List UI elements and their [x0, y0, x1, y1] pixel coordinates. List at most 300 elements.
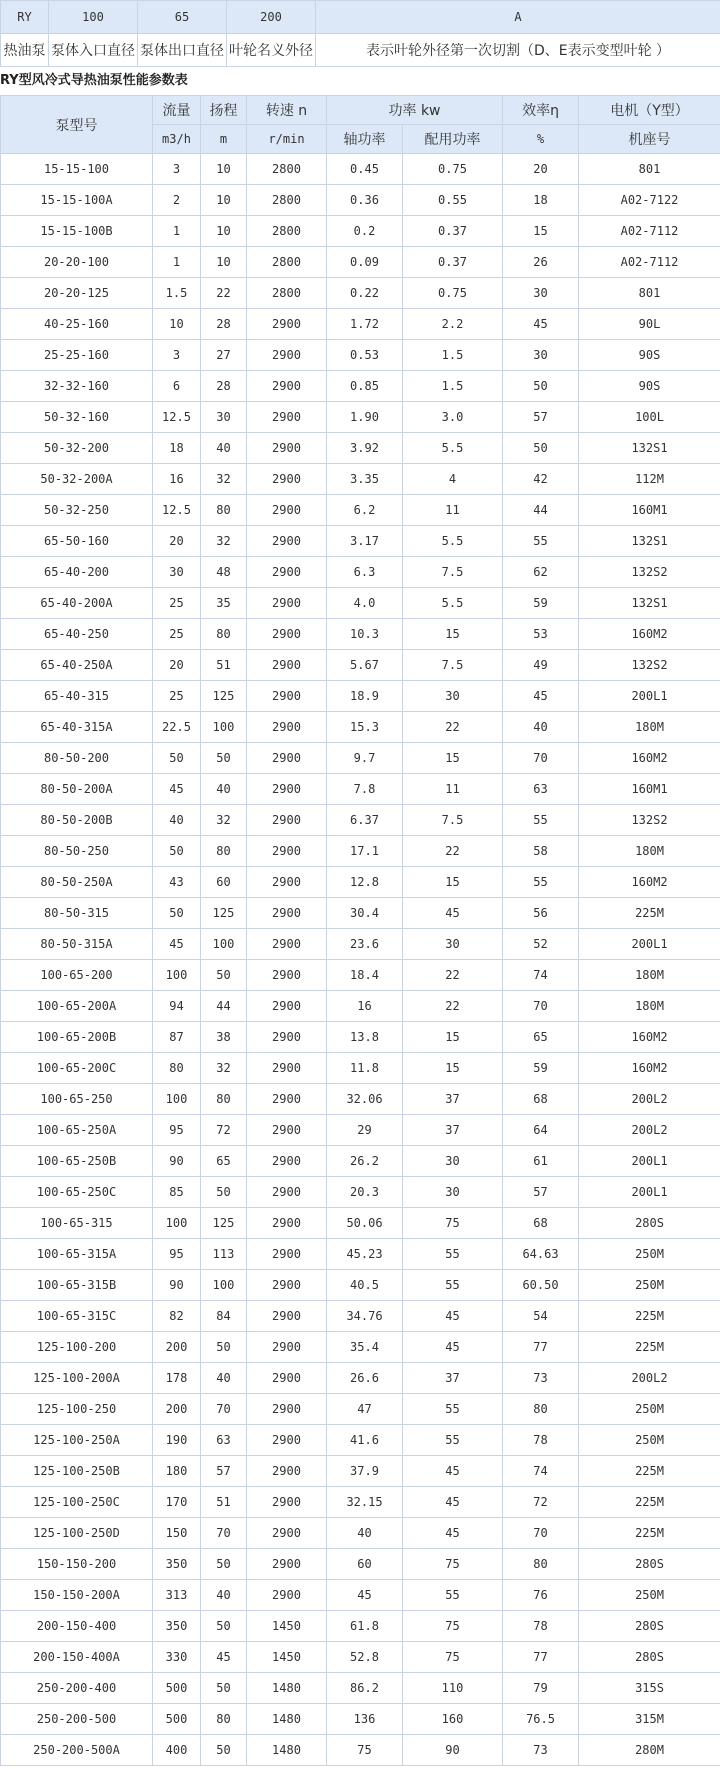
efficiency-cell: 52: [503, 929, 579, 960]
motor-frame-cell: 225M: [579, 1301, 720, 1332]
table-row: [1, 433, 720, 464]
rated-power-cell: 0.75: [403, 154, 503, 185]
shaft-power-cell: 0.22: [327, 278, 403, 309]
efficiency-cell: 59: [503, 1053, 579, 1084]
motor-frame-cell: A02-7122: [579, 185, 720, 216]
pump-model-cell: 15-15-100: [1, 154, 153, 185]
speed-cell: 2900: [247, 867, 327, 898]
shaft-power-cell: 7.8: [327, 774, 403, 805]
pump-model-cell: 100-65-250C: [1, 1177, 153, 1208]
rated-power-cell: 110: [403, 1673, 503, 1704]
table-row: [1, 1704, 720, 1735]
rated-power-cell: 75: [403, 1208, 503, 1239]
header-power: 功率 kw: [327, 96, 503, 125]
speed-cell: 2900: [247, 588, 327, 619]
head-cell: 50: [201, 1332, 247, 1363]
speed-cell: 2800: [247, 216, 327, 247]
head-cell: 50: [201, 743, 247, 774]
table-row: [1, 1332, 720, 1363]
rated-power-cell: 15: [403, 1053, 503, 1084]
rated-power-cell: 4: [403, 464, 503, 495]
head-cell: 50: [201, 1549, 247, 1580]
efficiency-cell: 76: [503, 1580, 579, 1611]
efficiency-cell: 45: [503, 681, 579, 712]
speed-cell: 2900: [247, 1549, 327, 1580]
pump-model-cell: 80-50-200B: [1, 805, 153, 836]
flow-cell: 313: [153, 1580, 201, 1611]
head-cell: 113: [201, 1239, 247, 1270]
flow-cell: 25: [153, 619, 201, 650]
pump-model-cell: 15-15-100B: [1, 216, 153, 247]
shaft-power-cell: 18.9: [327, 681, 403, 712]
motor-frame-cell: 280S: [579, 1642, 720, 1673]
header-efficiency: 效率η: [503, 96, 579, 125]
header-flow: 流量: [153, 96, 201, 125]
motor-frame-cell: 90S: [579, 340, 720, 371]
flow-cell: 12.5: [153, 402, 201, 433]
table-row: [1, 1301, 720, 1332]
shaft-power-cell: 0.2: [327, 216, 403, 247]
motor-frame-cell: 160M2: [579, 1022, 720, 1053]
shaft-power-cell: 1.72: [327, 309, 403, 340]
shaft-power-cell: 29: [327, 1115, 403, 1146]
table-row: [1, 836, 720, 867]
rated-power-cell: 0.75: [403, 278, 503, 309]
shaft-power-cell: 0.36: [327, 185, 403, 216]
flow-cell: 2: [153, 185, 201, 216]
pump-model-cell: 50-32-160: [1, 402, 153, 433]
shaft-power-cell: 50.06: [327, 1208, 403, 1239]
motor-frame-cell: 160M2: [579, 743, 720, 774]
head-cell: 125: [201, 898, 247, 929]
motor-frame-cell: 225M: [579, 1487, 720, 1518]
speed-cell: 2900: [247, 402, 327, 433]
rated-power-cell: 22: [403, 991, 503, 1022]
motor-frame-cell: 160M2: [579, 619, 720, 650]
table-title: RY型风冷式导热油泵性能参数表: [0, 73, 188, 88]
flow-cell: 180: [153, 1456, 201, 1487]
shaft-power-cell: 5.67: [327, 650, 403, 681]
shaft-power-cell: 16: [327, 991, 403, 1022]
table-row: [1, 1115, 720, 1146]
table-row: [1, 1518, 720, 1549]
model-code-cell: 200: [227, 1, 316, 34]
flow-cell: 3: [153, 154, 201, 185]
head-cell: 40: [201, 1363, 247, 1394]
speed-cell: 2900: [247, 1115, 327, 1146]
flow-cell: 50: [153, 743, 201, 774]
head-cell: 125: [201, 681, 247, 712]
table-row: [1, 1239, 720, 1270]
pump-model-cell: 100-65-200: [1, 960, 153, 991]
flow-cell: 30: [153, 557, 201, 588]
flow-cell: 85: [153, 1177, 201, 1208]
flow-cell: 350: [153, 1611, 201, 1642]
flow-cell: 95: [153, 1115, 201, 1146]
shaft-power-cell: 9.7: [327, 743, 403, 774]
pump-model-cell: 100-65-250: [1, 1084, 153, 1115]
flow-cell: 80: [153, 1053, 201, 1084]
pump-model-cell: 100-65-200A: [1, 991, 153, 1022]
efficiency-cell: 65: [503, 1022, 579, 1053]
table-row: [1, 898, 720, 929]
flow-cell: 150: [153, 1518, 201, 1549]
speed-cell: 2900: [247, 805, 327, 836]
table-row: [1, 1425, 720, 1456]
head-cell: 32: [201, 805, 247, 836]
speed-cell: 2900: [247, 557, 327, 588]
speed-cell: 2900: [247, 340, 327, 371]
pump-model-cell: 25-25-160: [1, 340, 153, 371]
shaft-power-cell: 0.53: [327, 340, 403, 371]
table-row: [1, 309, 720, 340]
rated-power-cell: 30: [403, 1146, 503, 1177]
efficiency-cell: 18: [503, 185, 579, 216]
flow-cell: 1: [153, 247, 201, 278]
head-cell: 40: [201, 1580, 247, 1611]
flow-cell: 100: [153, 960, 201, 991]
rated-power-cell: 45: [403, 1456, 503, 1487]
flow-cell: 3: [153, 340, 201, 371]
speed-cell: 2900: [247, 681, 327, 712]
table-row: [1, 1642, 720, 1673]
table-row: [1, 1673, 720, 1704]
flow-cell: 40: [153, 805, 201, 836]
flow-cell: 45: [153, 774, 201, 805]
pump-model-cell: 100-65-315B: [1, 1270, 153, 1301]
shaft-power-cell: 3.92: [327, 433, 403, 464]
shaft-power-cell: 32.15: [327, 1487, 403, 1518]
flow-cell: 18: [153, 433, 201, 464]
efficiency-cell: 68: [503, 1084, 579, 1115]
motor-frame-cell: 225M: [579, 1518, 720, 1549]
model-meaning-cell: 泵体入口直径: [49, 34, 138, 67]
speed-cell: 2900: [247, 526, 327, 557]
performance-table-body: [1, 154, 720, 1766]
rated-power-cell: 5.5: [403, 433, 503, 464]
model-code-cell: 100: [49, 1, 138, 34]
pump-model-cell: 100-65-200B: [1, 1022, 153, 1053]
header-motor: 电机（Y型）: [579, 96, 720, 125]
shaft-power-cell: 26.6: [327, 1363, 403, 1394]
table-row: [1, 1053, 720, 1084]
head-cell: 44: [201, 991, 247, 1022]
motor-frame-cell: 280S: [579, 1611, 720, 1642]
shaft-power-cell: 20.3: [327, 1177, 403, 1208]
efficiency-cell: 59: [503, 588, 579, 619]
flow-cell: 200: [153, 1394, 201, 1425]
speed-cell: 2900: [247, 433, 327, 464]
efficiency-cell: 68: [503, 1208, 579, 1239]
efficiency-cell: 40: [503, 712, 579, 743]
motor-frame-cell: 801: [579, 154, 720, 185]
speed-cell: 2900: [247, 774, 327, 805]
flow-cell: 25: [153, 588, 201, 619]
flow-cell: 10: [153, 309, 201, 340]
rated-power-cell: 55: [403, 1394, 503, 1425]
table-row: [1, 619, 720, 650]
speed-cell: 2800: [247, 185, 327, 216]
pump-model-cell: 65-40-200: [1, 557, 153, 588]
pump-model-cell: 100-65-315C: [1, 1301, 153, 1332]
head-cell: 80: [201, 495, 247, 526]
rated-power-cell: 1.5: [403, 371, 503, 402]
efficiency-cell: 73: [503, 1735, 579, 1766]
rated-power-cell: 5.5: [403, 588, 503, 619]
rated-power-cell: 15: [403, 743, 503, 774]
rated-power-cell: 45: [403, 1332, 503, 1363]
efficiency-cell: 61: [503, 1146, 579, 1177]
pump-model-cell: 50-32-200A: [1, 464, 153, 495]
head-cell: 80: [201, 619, 247, 650]
shaft-power-cell: 15.3: [327, 712, 403, 743]
shaft-power-cell: 47: [327, 1394, 403, 1425]
table-row: [1, 867, 720, 898]
efficiency-cell: 70: [503, 743, 579, 774]
table-row: [1, 588, 720, 619]
motor-frame-cell: 132S1: [579, 526, 720, 557]
head-cell: 10: [201, 216, 247, 247]
rated-power-cell: 75: [403, 1642, 503, 1673]
shaft-power-cell: 26.2: [327, 1146, 403, 1177]
head-cell: 70: [201, 1518, 247, 1549]
pump-model-cell: 80-50-250A: [1, 867, 153, 898]
motor-frame-cell: 250M: [579, 1580, 720, 1611]
header-rated-power: 配用功率: [403, 125, 503, 154]
shaft-power-cell: 10.3: [327, 619, 403, 650]
motor-frame-cell: 132S1: [579, 588, 720, 619]
speed-cell: 2800: [247, 154, 327, 185]
table-row: [1, 1580, 720, 1611]
rated-power-cell: 30: [403, 929, 503, 960]
table-row: [1, 340, 720, 371]
pump-model-cell: 150-150-200: [1, 1549, 153, 1580]
pump-model-cell: 250-200-500: [1, 1704, 153, 1735]
pump-model-cell: 80-50-315A: [1, 929, 153, 960]
motor-frame-cell: 200L2: [579, 1363, 720, 1394]
rated-power-cell: 7.5: [403, 650, 503, 681]
efficiency-cell: 57: [503, 402, 579, 433]
pump-model-cell: 65-40-315A: [1, 712, 153, 743]
head-cell: 48: [201, 557, 247, 588]
head-cell: 32: [201, 464, 247, 495]
flow-cell: 20: [153, 526, 201, 557]
pump-model-cell: 80-50-250: [1, 836, 153, 867]
pump-model-cell: 65-40-250A: [1, 650, 153, 681]
header-flow-unit: m3/h: [153, 125, 201, 154]
model-key-codes-row: [1, 1, 720, 34]
table-row: [1, 650, 720, 681]
table-row: [1, 743, 720, 774]
table-row: [1, 1487, 720, 1518]
motor-frame-cell: 225M: [579, 1456, 720, 1487]
head-cell: 50: [201, 960, 247, 991]
speed-cell: 2800: [247, 278, 327, 309]
speed-cell: 2900: [247, 650, 327, 681]
head-cell: 100: [201, 1270, 247, 1301]
motor-frame-cell: 225M: [579, 1332, 720, 1363]
table-row: [1, 1456, 720, 1487]
efficiency-cell: 15: [503, 216, 579, 247]
table-row: [1, 1084, 720, 1115]
pump-model-cell: 100-65-250B: [1, 1146, 153, 1177]
rated-power-cell: 15: [403, 619, 503, 650]
pump-model-cell: 250-200-400: [1, 1673, 153, 1704]
motor-frame-cell: A02-7112: [579, 247, 720, 278]
shaft-power-cell: 34.76: [327, 1301, 403, 1332]
speed-cell: 2900: [247, 1394, 327, 1425]
head-cell: 57: [201, 1456, 247, 1487]
motor-frame-cell: 315S: [579, 1673, 720, 1704]
rated-power-cell: 55: [403, 1580, 503, 1611]
table-row: [1, 1022, 720, 1053]
rated-power-cell: 0.37: [403, 247, 503, 278]
efficiency-cell: 20: [503, 154, 579, 185]
head-cell: 32: [201, 1053, 247, 1084]
shaft-power-cell: 0.45: [327, 154, 403, 185]
flow-cell: 25: [153, 681, 201, 712]
speed-cell: 2900: [247, 960, 327, 991]
efficiency-cell: 55: [503, 526, 579, 557]
shaft-power-cell: 4.0: [327, 588, 403, 619]
shaft-power-cell: 32.06: [327, 1084, 403, 1115]
speed-cell: 2900: [247, 309, 327, 340]
shaft-power-cell: 52.8: [327, 1642, 403, 1673]
pump-model-cell: 150-150-200A: [1, 1580, 153, 1611]
shaft-power-cell: 23.6: [327, 929, 403, 960]
efficiency-cell: 62: [503, 557, 579, 588]
motor-frame-cell: 160M1: [579, 495, 720, 526]
header-shaft-power: 轴功率: [327, 125, 403, 154]
flow-cell: 1.5: [153, 278, 201, 309]
speed-cell: 2900: [247, 1332, 327, 1363]
speed-cell: 2900: [247, 619, 327, 650]
model-meaning-cell: 热油泵: [1, 34, 49, 67]
speed-cell: 2900: [247, 371, 327, 402]
speed-cell: 2900: [247, 1022, 327, 1053]
flow-cell: 45: [153, 929, 201, 960]
speed-cell: 2900: [247, 1177, 327, 1208]
motor-frame-cell: 180M: [579, 836, 720, 867]
flow-cell: 50: [153, 898, 201, 929]
efficiency-cell: 45: [503, 309, 579, 340]
pump-model-cell: 20-20-125: [1, 278, 153, 309]
speed-cell: 2900: [247, 1363, 327, 1394]
rated-power-cell: 45: [403, 1487, 503, 1518]
table-row: [1, 216, 720, 247]
shaft-power-cell: 3.35: [327, 464, 403, 495]
shaft-power-cell: 136: [327, 1704, 403, 1735]
flow-cell: 94: [153, 991, 201, 1022]
head-cell: 80: [201, 836, 247, 867]
table-row: [1, 1394, 720, 1425]
rated-power-cell: 22: [403, 960, 503, 991]
rated-power-cell: 15: [403, 867, 503, 898]
efficiency-cell: 74: [503, 1456, 579, 1487]
efficiency-cell: 55: [503, 867, 579, 898]
motor-frame-cell: 90L: [579, 309, 720, 340]
motor-frame-cell: 160M2: [579, 1053, 720, 1084]
rated-power-cell: 45: [403, 1301, 503, 1332]
head-cell: 72: [201, 1115, 247, 1146]
shaft-power-cell: 18.4: [327, 960, 403, 991]
head-cell: 32: [201, 526, 247, 557]
efficiency-cell: 80: [503, 1394, 579, 1425]
flow-cell: 400: [153, 1735, 201, 1766]
header-efficiency-unit: %: [503, 125, 579, 154]
efficiency-cell: 79: [503, 1673, 579, 1704]
motor-frame-cell: 132S2: [579, 650, 720, 681]
motor-frame-cell: 90S: [579, 371, 720, 402]
table-row: [1, 1735, 720, 1766]
pump-model-cell: 20-20-100: [1, 247, 153, 278]
shaft-power-cell: 37.9: [327, 1456, 403, 1487]
motor-frame-cell: 200L1: [579, 681, 720, 712]
table-row: [1, 805, 720, 836]
pump-model-cell: 125-100-250C: [1, 1487, 153, 1518]
table-row: [1, 402, 720, 433]
head-cell: 63: [201, 1425, 247, 1456]
shaft-power-cell: 40.5: [327, 1270, 403, 1301]
head-cell: 50: [201, 1735, 247, 1766]
efficiency-cell: 63: [503, 774, 579, 805]
flow-cell: 95: [153, 1239, 201, 1270]
motor-frame-cell: 132S2: [579, 557, 720, 588]
efficiency-cell: 73: [503, 1363, 579, 1394]
speed-cell: 2900: [247, 1146, 327, 1177]
header-speed-unit: r/min: [247, 125, 327, 154]
efficiency-cell: 77: [503, 1642, 579, 1673]
shaft-power-cell: 17.1: [327, 836, 403, 867]
table-row: [1, 247, 720, 278]
efficiency-cell: 26: [503, 247, 579, 278]
shaft-power-cell: 1.90: [327, 402, 403, 433]
head-cell: 45: [201, 1642, 247, 1673]
shaft-power-cell: 30.4: [327, 898, 403, 929]
table-row: [1, 278, 720, 309]
efficiency-cell: 74: [503, 960, 579, 991]
table-row: [1, 1146, 720, 1177]
motor-frame-cell: 280M: [579, 1735, 720, 1766]
pump-model-cell: 200-150-400A: [1, 1642, 153, 1673]
head-cell: 50: [201, 1673, 247, 1704]
motor-frame-cell: 250M: [579, 1394, 720, 1425]
rated-power-cell: 7.5: [403, 805, 503, 836]
model-key-table: [0, 0, 720, 67]
speed-cell: 2900: [247, 1580, 327, 1611]
flow-cell: 170: [153, 1487, 201, 1518]
efficiency-cell: 64: [503, 1115, 579, 1146]
pump-model-cell: 125-100-250: [1, 1394, 153, 1425]
pump-model-cell: 40-25-160: [1, 309, 153, 340]
speed-cell: 2800: [247, 247, 327, 278]
rated-power-cell: 2.2: [403, 309, 503, 340]
pump-model-cell: 50-32-250: [1, 495, 153, 526]
efficiency-cell: 70: [503, 991, 579, 1022]
pump-model-cell: 80-50-200A: [1, 774, 153, 805]
flow-cell: 12.5: [153, 495, 201, 526]
speed-cell: 1480: [247, 1735, 327, 1766]
speed-cell: 2900: [247, 1425, 327, 1456]
rated-power-cell: 37: [403, 1115, 503, 1146]
flow-cell: 200: [153, 1332, 201, 1363]
rated-power-cell: 160: [403, 1704, 503, 1735]
head-cell: 84: [201, 1301, 247, 1332]
rated-power-cell: 55: [403, 1270, 503, 1301]
motor-frame-cell: 160M1: [579, 774, 720, 805]
efficiency-cell: 54: [503, 1301, 579, 1332]
shaft-power-cell: 45.23: [327, 1239, 403, 1270]
